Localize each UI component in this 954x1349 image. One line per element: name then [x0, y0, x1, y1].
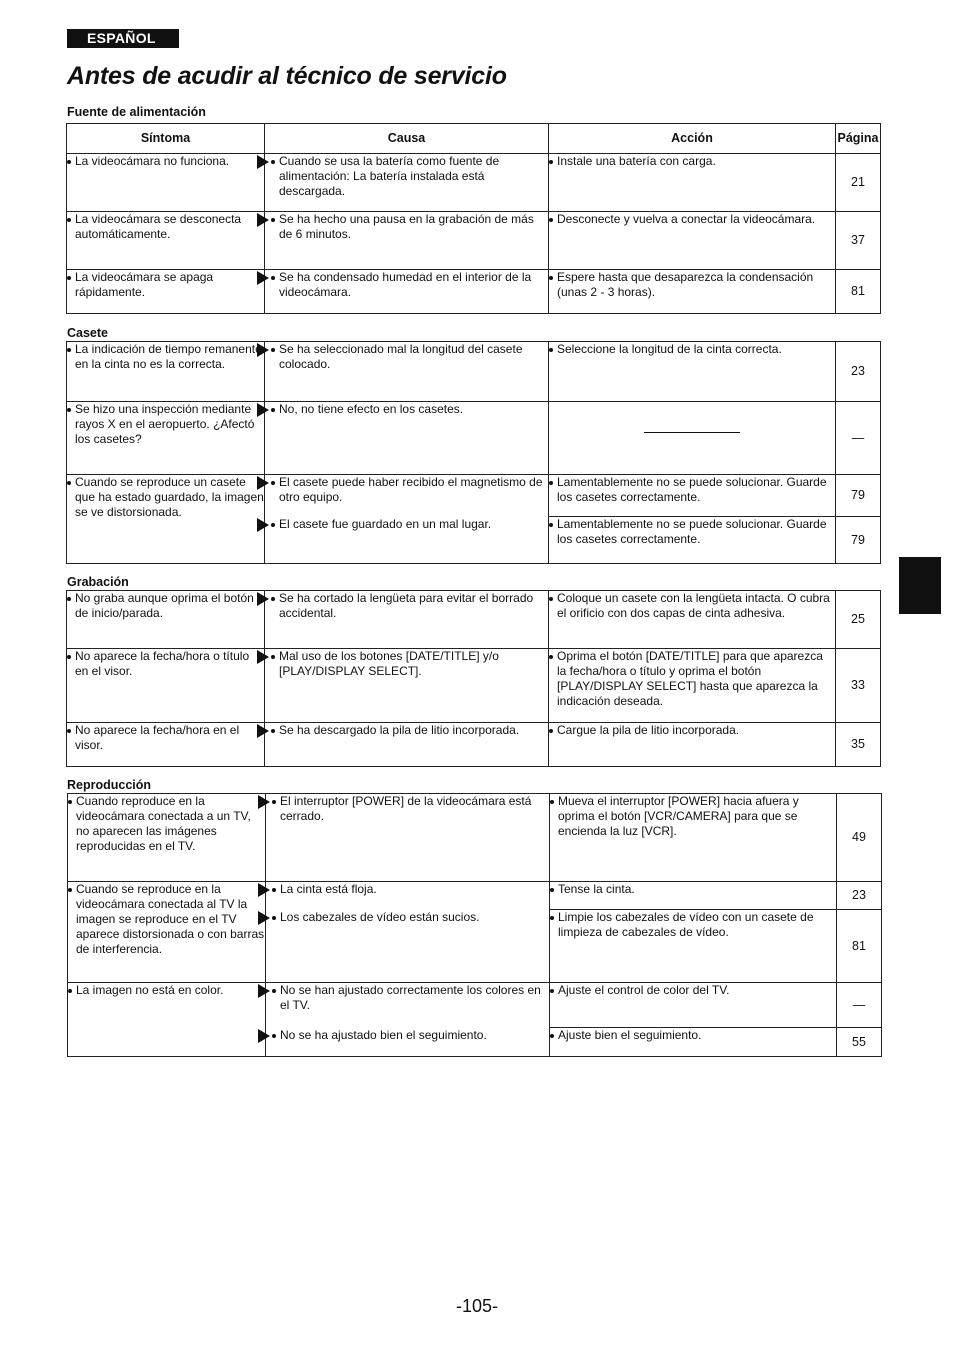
action-text: Oprima el botón [DATE/TITLE] para que aparezca la fecha/hora o título y oprima el botón [PLAY/DISPLAY SELECT] hasta que aparezca la indicación deseada.: [557, 649, 823, 708]
cause-text: Se ha descargado la pila de litio incorporada.: [279, 723, 520, 737]
bullet-icon: [272, 888, 276, 892]
action-text: Lamentablemente no se puede solucionar. Guarde los casetes correctamente.: [557, 517, 827, 546]
bullet-icon: [67, 597, 71, 601]
col-symptom-header: Síntoma: [67, 124, 265, 154]
page-ref: 81: [836, 270, 881, 314]
table-playback: [67, 793, 882, 1057]
bullet-icon: [550, 888, 554, 892]
bullet-icon: [549, 597, 553, 601]
page-ref: 49: [837, 794, 882, 882]
arrow-right-icon: [258, 1029, 270, 1043]
page-ref: 23: [837, 882, 882, 910]
side-thumb-tab: [899, 557, 941, 614]
section-title-cassette: Casete: [67, 326, 108, 340]
page-ref: —: [837, 983, 882, 1028]
page-ref: 55: [837, 1028, 882, 1057]
page-number: -105-: [455, 1296, 499, 1316]
arrow-right-icon: [257, 650, 269, 664]
table-row: [68, 794, 882, 882]
table-row: [67, 342, 881, 402]
col-cause-header: Causa: [265, 124, 549, 154]
cause-text: El interruptor [POWER] de la videocámara está cerrado.: [280, 794, 532, 823]
table-row: [67, 212, 881, 270]
symptom-text: Se hizo una inspección mediante rayos X en el aeropuerto. ¿Afectó los casetes?: [75, 402, 255, 446]
cause-text: Se ha condensado humedad en el interior de la videocámara.: [279, 270, 532, 299]
bullet-icon: [271, 160, 275, 164]
page-ref: 23: [836, 342, 881, 402]
bullet-icon: [67, 655, 71, 659]
col-page-header: Página: [836, 124, 881, 154]
section-title-playback: Reproducción: [67, 778, 152, 792]
section-title-power: Fuente de alimentación: [67, 105, 206, 119]
arrow-right-icon: [257, 518, 269, 532]
bullet-icon: [271, 655, 275, 659]
bullet-icon: [549, 218, 553, 222]
bullet-icon: [67, 276, 71, 280]
arrow-right-icon: [257, 155, 269, 169]
action-text: Tense la cinta.: [558, 882, 635, 896]
bullet-icon: [549, 160, 553, 164]
bullet-icon: [271, 218, 275, 222]
bullet-icon: [67, 408, 71, 412]
bullet-icon: [68, 800, 72, 804]
symptom-text: No graba aunque oprima el botón de inicio/parada.: [75, 591, 254, 620]
symptom-text: La videocámara se apaga rápidamente.: [75, 270, 214, 299]
bullet-icon: [67, 348, 71, 352]
action-text: Ajuste el control de color del TV.: [558, 983, 730, 997]
table-cassette: [66, 341, 881, 564]
arrow-right-icon: [257, 213, 269, 227]
table-power: [66, 123, 881, 314]
action-text: Instale una batería con carga.: [557, 154, 716, 168]
bullet-icon: [67, 481, 71, 485]
cause-text: Cuando se usa la batería como fuente de alimentación: La batería instalada está descargada.: [279, 154, 500, 198]
cause-text: Los cabezales de vídeo están sucios.: [280, 909, 480, 924]
table-recording: [66, 590, 881, 767]
bullet-icon: [68, 888, 72, 892]
arrow-right-icon: [257, 271, 269, 285]
bullet-icon: [272, 989, 276, 993]
action-text: Cargue la pila de litio incorporada.: [557, 723, 740, 737]
arrow-right-icon: [257, 592, 269, 606]
table-row: [67, 270, 881, 314]
bullet-icon: [271, 597, 275, 601]
bullet-icon: [549, 655, 553, 659]
bullet-icon: [67, 218, 71, 222]
page-ref: 21: [836, 154, 881, 212]
table-row: [67, 402, 881, 475]
bullet-icon: [550, 916, 554, 920]
cause-text: El casete puede haber recibido el magnetismo de otro equipo.: [279, 475, 543, 504]
table-row: [67, 649, 881, 723]
action-text: Lamentablemente no se puede solucionar. Guarde los casetes correctamente.: [557, 475, 827, 504]
action-text: Limpie los cabezales de vídeo con un casete de limpieza de cabezales de vídeo.: [558, 910, 814, 939]
section-title-recording: Grabación: [67, 575, 129, 589]
bullet-icon: [550, 800, 554, 804]
cause-text: El casete fue guardado en un mal lugar.: [279, 516, 492, 531]
action-text: Mueva el interruptor [POWER] hacia afuera y oprima el botón [VCR/CAMERA] para que se encienda la luz [VCR].: [558, 794, 799, 838]
page-ref: —: [836, 402, 881, 475]
bullet-icon: [271, 729, 275, 733]
arrow-right-icon: [258, 795, 270, 809]
bullet-icon: [549, 481, 553, 485]
page-ref: 35: [836, 723, 881, 767]
arrow-right-icon: [257, 343, 269, 357]
cause-text: No, no tiene efecto en los casetes.: [279, 402, 464, 416]
bullet-icon: [549, 348, 553, 352]
action-text: Espere hasta que desaparezca la condensación (unas 2 - 3 horas).: [557, 270, 814, 299]
table-header: [67, 124, 881, 154]
arrow-right-icon: [257, 724, 269, 738]
page-ref: 37: [836, 212, 881, 270]
symptom-text: Cuando se reproduce un casete que ha estado guardado, la imagen se ve distorsionada.: [75, 475, 264, 519]
action-text: Desconecte y vuelva a conectar la videocámara.: [557, 212, 816, 226]
bullet-icon: [549, 729, 553, 733]
table-row: [68, 983, 882, 1028]
cause-text: La cinta está floja.: [280, 882, 377, 896]
table-row: [67, 591, 881, 649]
action-text: Seleccione la longitud de la cinta correcta.: [557, 342, 782, 356]
cause-text: No se han ajustado correctamente los colores en el TV.: [280, 983, 541, 1012]
symptom-text: No aparece la fecha/hora en el visor.: [75, 723, 240, 752]
bullet-icon: [68, 989, 72, 993]
bullet-icon: [67, 160, 71, 164]
arrow-right-icon: [258, 984, 270, 998]
bullet-icon: [549, 523, 553, 527]
bullet-icon: [271, 408, 275, 412]
action-text: Ajuste bien el seguimiento.: [558, 1028, 702, 1042]
bullet-icon: [271, 348, 275, 352]
cause-text: Se ha hecho una pausa en la grabación de más de 6 minutos.: [279, 212, 534, 241]
cause-text: Se ha cortado la lengüeta para evitar el borrado accidental.: [279, 591, 534, 620]
symptom-text: No aparece la fecha/hora o título en el visor.: [75, 649, 250, 678]
symptom-text: Cuando se reproduce en la videocámara conectada al TV la imagen se reproduce en el TV aparece distorsionada o con barras de interferencia.: [76, 882, 265, 956]
bullet-icon: [272, 800, 276, 804]
bullet-icon: [272, 916, 276, 920]
bullet-icon: [271, 481, 275, 485]
action-text: Coloque un casete con la lengüeta intacta. O cubra el orificio con dos capas de cinta adhesiva.: [557, 591, 830, 620]
cause-text: No se ha ajustado bien el seguimiento.: [280, 1027, 487, 1042]
page-ref: 33: [836, 649, 881, 723]
symptom-text: La videocámara se desconecta automáticamente.: [75, 212, 242, 241]
table-row: [67, 154, 881, 212]
page-title: Antes de acudir al técnico de servicio: [67, 62, 507, 90]
symptom-text: La imagen no está en color.: [76, 983, 224, 997]
bullet-icon: [67, 729, 71, 733]
page-ref: 79: [836, 475, 881, 517]
table-row: [68, 882, 882, 910]
table-row: [67, 475, 881, 517]
table-row: [67, 723, 881, 767]
cause-text: Se ha seleccionado mal la longitud del casete colocado.: [279, 342, 523, 371]
page-ref: 79: [836, 517, 881, 564]
bullet-icon: [271, 523, 275, 527]
page-ref: 81: [837, 910, 882, 983]
cause-text: Mal uso de los botones [DATE/TITLE] y/o [PLAY/DISPLAY SELECT].: [279, 649, 499, 678]
bullet-icon: [550, 989, 554, 993]
arrow-right-icon: [257, 476, 269, 490]
arrow-right-icon: [258, 883, 270, 897]
bullet-icon: [549, 276, 553, 280]
page-ref: 25: [836, 591, 881, 649]
bullet-icon: [271, 276, 275, 280]
language-badge: ESPAÑOL: [67, 29, 179, 48]
bullet-icon: [272, 1034, 276, 1038]
col-action-header: Acción: [549, 124, 836, 154]
arrow-right-icon: [257, 403, 269, 417]
arrow-right-icon: [258, 911, 270, 925]
empty-action-dash: [644, 432, 740, 433]
bullet-icon: [550, 1034, 554, 1038]
symptom-text: Cuando reproduce en la videocámara conectada a un TV, no aparecen las imágenes reproducidas en el TV.: [76, 794, 251, 853]
symptom-text: La indicación de tiempo remanente en la cinta no es la correcta.: [75, 342, 262, 371]
symptom-text: La videocámara no funciona.: [75, 154, 230, 168]
